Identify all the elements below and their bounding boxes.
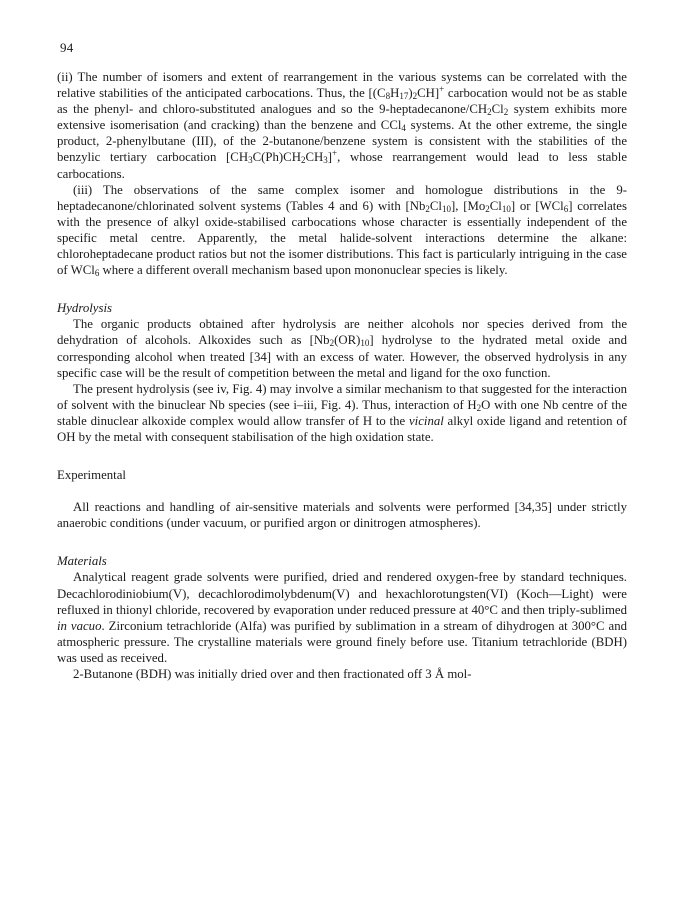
paragraph-iii: (iii) The observations of the same complex isomer and homologue distributions in the 9-heptadecanone/chlorinated solvent systems (Tables 4 and 6) with $[Nb_2Cl_{10}]$, $[Mo_2Cl_{10}]$ or [WCl$_6$] correlates with the presence of alkyl oxide-stabilised carbocations whose character is essentially independent of the specific metal centre. Apparently, the metal halide-solvent interactions determine the alkane: chloroheptadecane product ratios but not the isomer distributions. This fact is particularly intriguing in the case of WCl$_6$ where a different overall mechanism based upon mononuclear species is likely. [57, 182, 627, 279]
page-body [57, 69, 627, 682]
hydrolysis-paragraph-2: The present hydrolysis (see iv, Fig. 4) may involve a similar mechanism to that suggested for the interaction of solvent with the binuclear Nb species (see i–iii, Fig. 4). Thus, interaction of $H_2O$ with one Nb centre of the stable dinuclear alkoxide complex would allow transfer of H to the vicinal alkyl oxide ligand and retention of OH by the metal with consequent stabilisation of the high oxidation state. [57, 381, 627, 444]
materials-paragraph-1: Analytical reagent grade solvents were purified, dried and rendered oxygen-free by standard techniques. Decachlorodiniobium(V), decachlorodimolybdenum(V) and hexachlorotungsten(VI) (Koch—Light) were refluxed in thionyl chloride, recovered by evaporation under reduced pressure at 40°C and then triply-sublimed in vacuo. Zirconium tetrachloride (Alfa) was purified by sublimation in a stream of dihydrogen at 300°C and atmospheric pressure. The crystalline materials were ground finely before use. Titanium tetrachloride (BDH) was used as received. [57, 570, 627, 665]
hydrolysis-heading: Hydrolysis [57, 301, 112, 316]
materials-paragraph-2: 2-Butanone (BDH) was initially dried over and then fractionated off 3 Å mol- [73, 667, 472, 681]
materials-heading: Materials [57, 554, 107, 569]
paragraph-ii: (ii) The number of isomers and extent of rearrangement in the various systems can be correlated with the relative stabilities of the anticipated carbocations. Thus, the $[(C_8H_{17})_2CH]^+$ carbocation would not be as stable as the phenyl- and chloro-substituted analogues and so the $9-heptadecanone/CH_2Cl_2$ system exhibits more extensive isomerisation (and cracking) than the benzene and CCl$_4$ systems. At the other extreme, the single product, 2-phenylbutane (III), of the 2-butanone/benzene system is consistent with the stabilities of the benzylic tertiary carbocation $[CH_3C(Ph)CH_2CH_3]^+$, whose rearrangement would lead to less stable carbocations. [57, 70, 628, 181]
experimental-heading: Experimental [57, 468, 126, 483]
hydrolysis-paragraph-1: The organic products obtained after hydrolysis are neither alcohols nor species derived from the dehydration of alcohols. Alkoxides such as $[Nb_2(OR)_{10}]$ hydrolyse to the hydrated metal oxide and corresponding alcohol when treated [34] with an excess of water. However, the observed hydrolysis in any specific case will be the result of competition between the metal and ligand for the oxo function. [57, 317, 627, 380]
experimental-paragraph: All reactions and handling of air-sensitive materials and solvents were performed [34,35] under strictly anaerobic conditions (under vacuum, or purified argon or dinitrogen atmospheres). [57, 500, 627, 531]
page-number: 94 [60, 40, 74, 55]
